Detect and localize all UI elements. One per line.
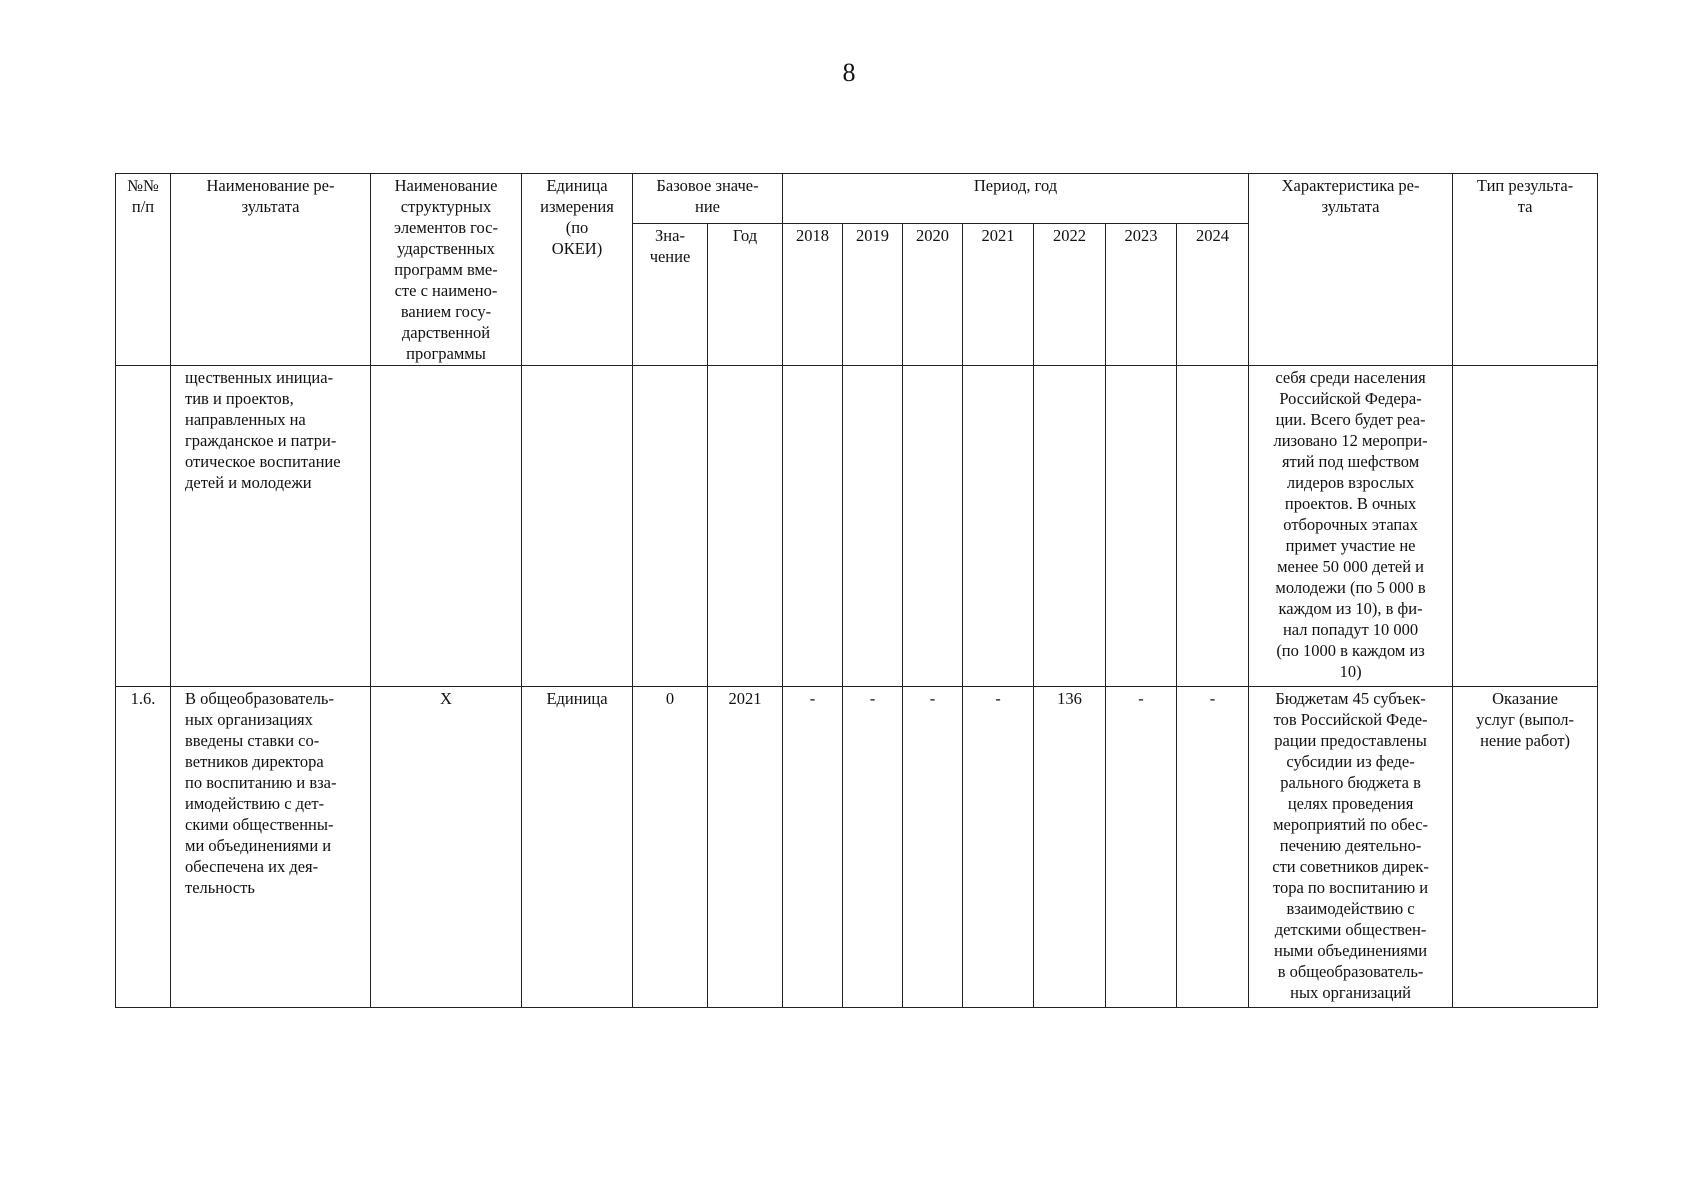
row-num-cell: 1.6. [116, 687, 171, 1008]
row-base-value-cell [633, 366, 708, 687]
row-year-2019-cell: - [843, 687, 903, 1008]
row-unit-cell [522, 366, 633, 687]
header-year-2019: 2019 [843, 223, 903, 365]
row-base-value-cell: 0 [633, 687, 708, 1008]
header-period: Период, год [783, 174, 1249, 224]
row-type-cell: Оказание услуг (выпол- нение работ) [1453, 687, 1598, 1008]
header-num: №№ п/п [116, 174, 171, 366]
row-year-2018-cell: - [783, 687, 843, 1008]
table-row [116, 366, 1598, 687]
row-year-2023-cell: - [1106, 687, 1177, 1008]
row-year-2023-cell [1106, 366, 1177, 687]
row-type-cell [1453, 366, 1598, 687]
header-year-2024: 2024 [1177, 223, 1249, 365]
row-year-2021-cell: - [963, 687, 1034, 1008]
header-year-2022: 2022 [1034, 223, 1106, 365]
row-year-2020-cell: - [903, 687, 963, 1008]
header-result-type: Тип результа- та [1453, 174, 1598, 366]
header-year-2023: 2023 [1106, 223, 1177, 365]
row-year-2024-cell: - [1177, 687, 1249, 1008]
row-year-2020-cell [903, 366, 963, 687]
header-base-value: Базовое значе- ние [633, 174, 783, 224]
row-unit-cell: Единица [522, 687, 633, 1008]
row-year-2021-cell [963, 366, 1034, 687]
row-characteristic-cell: себя среди населения Российской Федера- ции. Всего будет реа- лизовано 12 меропри- ятий под шефством лидеров взрослых проектов. В очных отборочных этапах примет участие не менее 50 000 детей и молодежи (по 5 000 в каждом из 10), в фи- нал попадут 10 000 (по 1000 в каждом из 10) [1249, 366, 1453, 687]
header-year-2020: 2020 [903, 223, 963, 365]
row-name-cell: щественных инициа- тив и проектов, направленных на гражданское и патри- отическое воспитание детей и молодежи [171, 366, 371, 687]
row-structural-cell [371, 366, 522, 687]
table-row [116, 687, 1598, 1008]
header-base-value-value: Зна- чение [633, 223, 708, 365]
header-unit: Единица измерения (по ОКЕИ) [522, 174, 633, 366]
header-year-2018: 2018 [783, 223, 843, 365]
results-table [115, 173, 1598, 1008]
row-year-2024-cell [1177, 366, 1249, 687]
row-name-cell: В общеобразователь- ных организациях введены ставки со- ветников директора по воспитанию и вза- имодействию с дет- скими общественны- ми объединениями и обеспечена их дея- тельность [171, 687, 371, 1008]
header-characteristic: Характеристика ре- зультата [1249, 174, 1453, 366]
header-result-name: Наименование ре- зультата [171, 174, 371, 366]
header-structural-elements: Наименование структурных элементов гос- ударственных программ вме- сте с наимено- ванием госу- дарственной программы [371, 174, 522, 366]
header-row-1 [116, 174, 1598, 224]
row-structural-cell: X [371, 687, 522, 1008]
page-number: 8 [842, 58, 856, 87]
row-year-2019-cell [843, 366, 903, 687]
row-year-2018-cell [783, 366, 843, 687]
header-base-value-year: Год [708, 223, 783, 365]
row-year-2022-cell: 136 [1034, 687, 1106, 1008]
header-year-2021: 2021 [963, 223, 1034, 365]
row-num-cell [116, 366, 171, 687]
row-base-year-cell [708, 366, 783, 687]
row-characteristic-cell: Бюджетам 45 субъек- тов Российской Феде- рации предоставлены субсидии из феде- рального бюджета в целях проведения мероприятий по обес- печению деятельно- сти советников дирек- тора по воспитанию и взаимодействию с детскими обществен- ными объединениями в общеобразователь- ных организаций [1249, 687, 1453, 1008]
row-year-2022-cell [1034, 366, 1106, 687]
row-base-year-cell: 2021 [708, 687, 783, 1008]
